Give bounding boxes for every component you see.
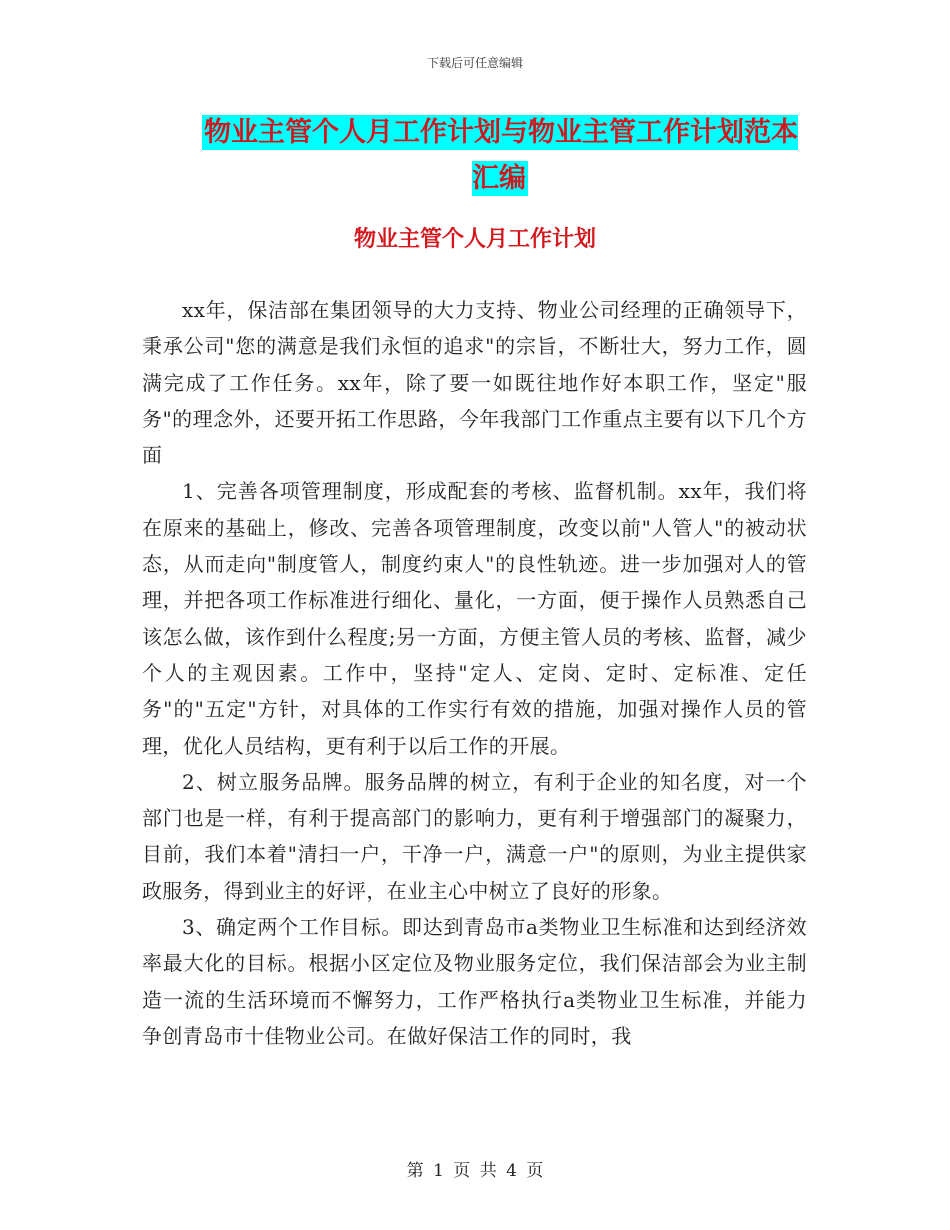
page-header-note: 下载后可任意编辑 <box>426 56 523 70</box>
paragraph: 3、确定两个工作目标。即达到青岛市a类物业卫生标准和达到经济效率最大化的目标。根据小区定位及物业服务定位，我们保洁部会为业主制造一流的生活环境而不懈努力，工作严格执行a类物业卫生标准，并能力争创青岛市十佳物业公司。在做好保洁工作的同时，我 <box>142 915 807 1048</box>
document-title-text: 物业主管个人月工作计划与物业主管工作计划范本汇编 <box>204 117 798 194</box>
paragraph: 2、树立服务品牌。服务品牌的树立，有利于企业的知名度，对一个部门也是一样，有利于提高部门的影响力，更有利于增强部门的凝聚力，目前，我们本着"清扫一户，干净一户，满意一户"的原则，为业主提供家政服务，得到业主的好评，在业主心中树立了良好的形象。 <box>142 769 807 903</box>
section-title: 物业主管个人月工作计划 <box>353 227 596 252</box>
document-title <box>190 110 810 202</box>
document-body <box>142 292 807 1054</box>
paragraph: xx年，保洁部在集团领导的大力支持、物业公司经理的正确领导下，秉承公司"您的满意是我们永恒的追求"的宗旨，不断壮大，努力工作，圆满完成了工作任务。xx年，除了要一如既往地作好本职工作，坚定"服务"的理念外，还要开拓工作思路，今年我部门工作重点主要有以下几个方面 <box>142 298 807 468</box>
paragraph: 1、完善各项管理制度，形成配套的考核、监督机制。xx年，我们将在原来的基础上，修改、完善各项管理制度，改变以前"人管人"的被动状态，从而走向"制度管人，制度约束人"的良性轨迹。进一步加强对人的管理，并把各项工作标准进行细化、量化，一方面，便于操作人员熟悉自己该怎么做，该作到什么程度;另一方面，方便主管人员的考核、监督，减少个人的主观因素。工作中，坚持"定人、定岗、定时、定标准、定任务"的"五定"方针，对具体的工作实行有效的措施，加强对操作人员的管理，优化人员结构，更有利于以后工作的开展。 <box>142 479 807 758</box>
page-footer-number: 第 1 页 共 4 页 <box>406 1161 544 1181</box>
